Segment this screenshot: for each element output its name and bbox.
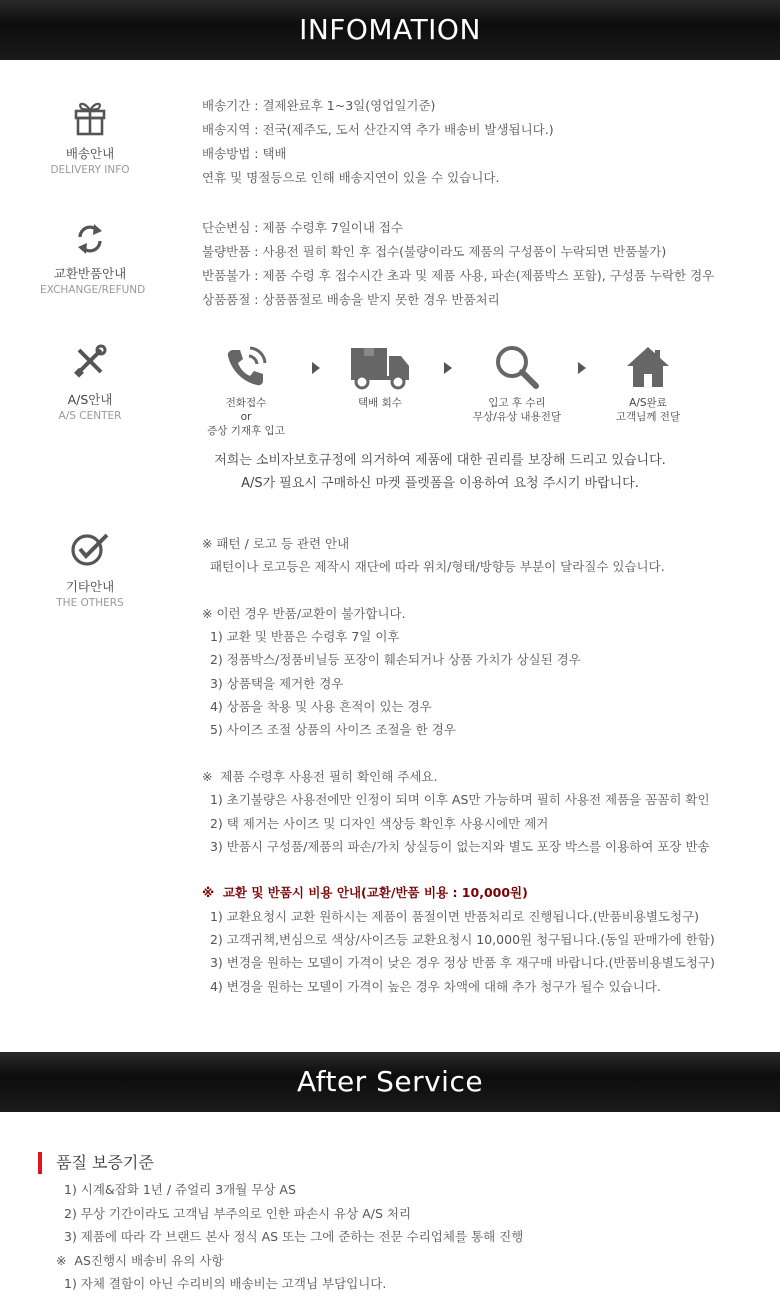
tools-icon	[73, 344, 107, 378]
delivery-lines	[202, 94, 762, 190]
exchange-line: 반품불가 : 제품 수령 후 접수시간 초과 및 제품 사용, 파손(제품박스 포함), 구성품 누락한 경우	[202, 268, 715, 283]
others-section-label	[40, 532, 140, 609]
others-line: 1) 교환요청시 교환 원하시는 제품이 품절이면 반품처리로 진행됩니다.(반품비용별도청구)	[202, 908, 700, 924]
exchange-line: 불량반품 : 사용전 필히 확인 후 접수(불량이라도 제품의 구성품이 누락되면 반품불가)	[202, 244, 667, 259]
others-line: 3) 상품택을 제거한 경우	[202, 675, 344, 691]
as-step-text: 입고 후 수리	[488, 397, 546, 409]
as-step-text: 택배 회수	[358, 397, 402, 409]
as-title-en: A/S CENTER	[58, 410, 122, 422]
as-notice-line: A/S가 필요시 구매하신 마켓 플렛폼을 이용하여 요청 주시기 바랍니다.	[241, 476, 639, 491]
others-line: 3) 반품시 구성품/제품의 파손/가치 상실등이 없는지와 별도 포장 박스를 이용하여 포장 반송	[202, 838, 710, 854]
as-step-repair	[462, 344, 572, 424]
others-spacer	[202, 742, 762, 765]
others-spacer	[202, 579, 762, 602]
as-title-ko: A/S안내	[67, 392, 113, 407]
as-step-text: 고객님께 전달	[615, 411, 681, 423]
others-line: 4) 변경을 원하는 모델이 가격이 높은 경우 차액에 대해 추가 청구가 될수 있습니다.	[202, 978, 661, 994]
as-step-text: 전화접수	[225, 397, 267, 409]
delivery-title-ko: 배송안내	[65, 146, 115, 161]
as-step-text: or	[240, 411, 252, 423]
exchange-title-ko: 교환반품안내	[53, 266, 127, 281]
exchange-lines	[202, 216, 762, 312]
phone-icon	[223, 344, 269, 390]
as-step-text: A/S완료	[629, 397, 667, 409]
as-notice-line: 저희는 소비자보호규정에 의거하여 제품에 대한 권리를 보장해 드리고 있습니다.	[214, 453, 666, 468]
after-service-line: ※ AS진행시 배송비 유의 사항	[56, 1252, 224, 1268]
check-circle-icon	[70, 532, 110, 568]
after-service-banner	[0, 1052, 780, 1112]
others-spacer	[202, 858, 762, 881]
exchange-arrows-icon	[75, 222, 105, 256]
info-banner	[0, 0, 780, 60]
others-line: 패턴이나 로고등은 제작시 재단에 따라 위치/형태/방향등 부분이 달라질수 있습니다.	[202, 559, 665, 575]
others-line: 1) 교환 및 반품은 수령후 7일 이후	[202, 629, 400, 645]
house-icon	[625, 344, 671, 390]
after-service-lines	[56, 1178, 523, 1296]
as-step-phone	[196, 344, 296, 438]
others-line: ※ 이런 경우 반품/교환이 불가합니다.	[202, 605, 406, 621]
as-step-text: 증상 기재후 입고	[207, 425, 285, 437]
others-title-en: THE OTHERS	[56, 597, 124, 609]
cost-notice-heading: ※ 교환 및 반품시 비용 안내(교환/반품 비용 : 10,000원)	[202, 885, 528, 901]
delivery-line: 배송기간 : 결제완료후 1~3일(영업일기준)	[202, 98, 436, 113]
after-service-line: 1) 자체 결함이 아닌 수리비의 배송비는 고객님 부담입니다.	[64, 1276, 387, 1291]
delivery-line: 배송지역 : 전국(제주도, 도서 산간지역 추가 배송비 발생됩니다.)	[202, 122, 554, 137]
others-line: 4) 상품을 착용 및 사용 흔적이 있는 경우	[202, 699, 432, 715]
quality-guarantee-title: 품질 보증기준	[38, 1152, 154, 1174]
as-section-label	[40, 344, 140, 422]
delivery-line: 연휴 및 명절등으로 인해 배송지연이 있을 수 있습니다.	[202, 170, 500, 185]
others-lines	[202, 532, 762, 998]
exchange-title-en: EXCHANGE/REFUND	[40, 284, 146, 296]
others-line: 1) 초기불량은 사용전에만 인정이 되며 이후 AS만 가능하며 필히 사용전 제품을 꼼꼼히 확인	[202, 792, 710, 808]
delivery-title-en: DELIVERY INFO	[50, 164, 130, 176]
after-service-line: 2) 무상 기간이라도 고객님 부주의로 인한 파손시 유상 A/S 처리	[64, 1205, 412, 1221]
after-service-line: 1) 시계&잡화 1년 / 쥬얼리 3개월 무상 AS	[64, 1182, 296, 1197]
delivery-line: 배송방법 : 택배	[202, 146, 287, 161]
as-step-complete	[598, 344, 698, 424]
others-line: ※ 제품 수령후 사용전 필히 확인해 주세요.	[202, 768, 438, 784]
delivery-section-label	[40, 98, 140, 176]
step-arrow-icon	[444, 362, 452, 374]
others-line: 2) 정품박스/정품비닐등 포장이 훼손되거나 상품 가치가 상실된 경우	[202, 652, 581, 668]
info-banner-title: INFOMATION	[299, 13, 481, 46]
as-step-text: 무상/유상 내용전달	[472, 411, 562, 423]
others-line: 2) 택 제거는 사이즈 및 디자인 색상등 확인후 사용시에만 제거	[202, 815, 549, 831]
step-arrow-icon	[312, 362, 320, 374]
as-notice	[150, 449, 730, 495]
others-line: 2) 고객귀책,변심으로 색상/사이즈등 교환요청시 10,000원 청구됩니다.(동일 판매가에 한함)	[202, 932, 715, 948]
exchange-line: 상품품절 : 상품품절로 배송을 받지 못한 경우 반품처리	[202, 292, 500, 307]
others-line: 3) 변경을 원하는 모델이 가격이 낮은 경우 정상 반품 후 재구매 바랍니다.(반품비용별도청구)	[202, 955, 715, 971]
exchange-section-label	[40, 222, 146, 296]
others-line: 5) 사이즈 조절 상품의 사이즈 조절을 한 경우	[202, 722, 456, 738]
gift-icon	[73, 98, 107, 136]
others-line: ※ 패턴 / 로고 등 관련 안내	[202, 536, 350, 551]
exchange-line: 단순변심 : 제품 수령후 7일이내 접수	[202, 220, 404, 235]
others-title-ko: 기타안내	[65, 579, 115, 594]
after-service-banner-title: After Service	[296, 1065, 484, 1098]
after-service-line: 3) 제품에 따라 각 브랜드 본사 정식 AS 또는 그에 준하는 전문 수리업체를 통해 진행	[64, 1229, 524, 1244]
truck-icon	[349, 344, 411, 390]
magnifier-icon	[494, 344, 540, 390]
step-arrow-icon	[578, 362, 586, 374]
as-step-truck	[330, 344, 430, 410]
